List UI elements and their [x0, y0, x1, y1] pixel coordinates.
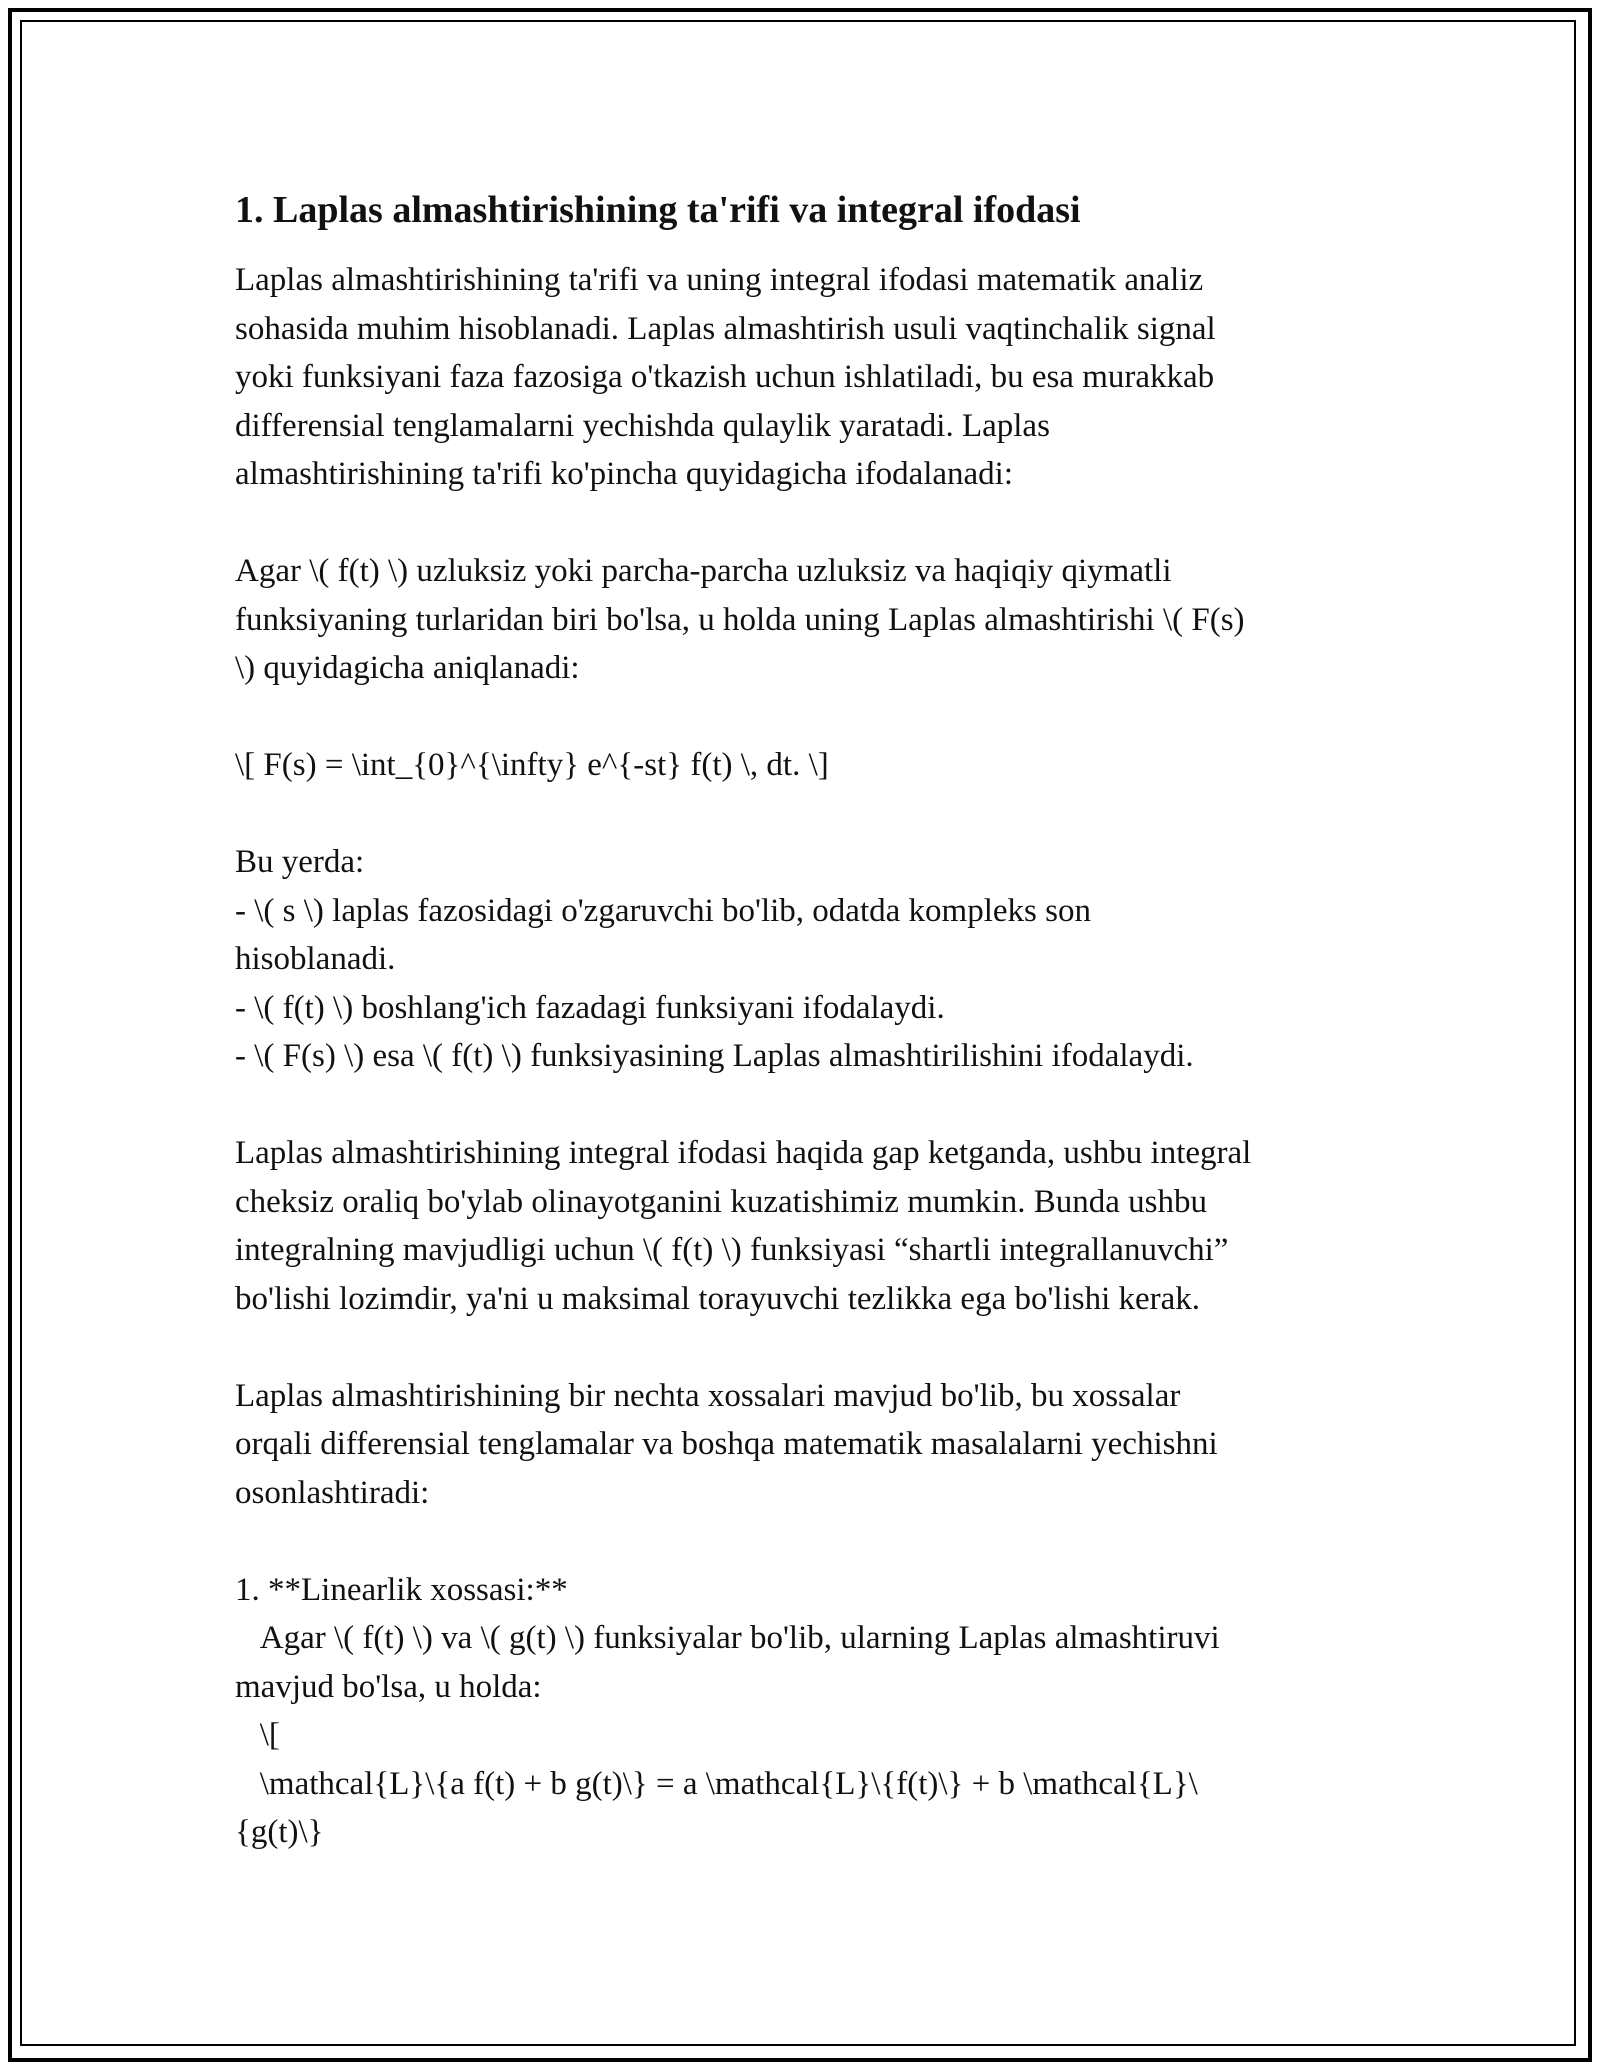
- laplace-formula: \[ F(s) = \int_{0}^{\infty} e^{-st} f(t) \, dt. \]: [235, 747, 829, 783]
- text-line: mavjud bo'lsa, u holda:: [235, 1668, 542, 1705]
- text-line: \mathcal{L}\{a f(t) + b g(t)\} = a \mathcal{L}\{f(t)\} + b \mathcal{L}\: [235, 1765, 1198, 1802]
- text-line: bo'lishi lozimdir, ya'ni u maksimal torayuvchi tezlikka ega bo'lishi kerak.: [235, 1280, 1201, 1317]
- text-line: Bu yerda:: [235, 844, 365, 880]
- text-line: differensial tenglamalarni yechishda qulaylik yaratadi. Laplas: [235, 407, 1050, 444]
- text-line: sohasida muhim hisoblanadi. Laplas almashtirish usuli vaqtinchalik signal: [235, 310, 1216, 347]
- text-line: - \( f(t) \) boshlang'ich fazadagi funksiyani ifodalaydi.: [235, 989, 945, 1026]
- text-line: integralning mavjudligi uchun \( f(t) \) funksiyasi “shartli integrallanuvchi”: [235, 1232, 1229, 1268]
- text-line: 1. **Linearlik xossasi:**: [235, 1571, 568, 1608]
- linearity-paragraph: [235, 1566, 1375, 1857]
- intro-paragraph: [235, 256, 1375, 499]
- integral-paragraph: [235, 1129, 1375, 1323]
- document-body: [235, 186, 1375, 1905]
- text-line: hisoblanadi.: [235, 941, 396, 977]
- text-line: yoki funksiyani faza fazosiga o'tkazish uchun ishlatiladi, bu esa murakkab: [235, 359, 1215, 395]
- text-line: - \( s \) laplas fazosidagi o'zgaruvchi bo'lib, odatda kompleks son: [235, 892, 1091, 929]
- text-line: funksiyaning turlaridan biri bo'lsa, u holda uning Laplas almashtirishi \( F(s): [235, 601, 1245, 638]
- text-line: Laplas almashtirishining bir nechta xossalari mavjud bo'lib, bu xossalar: [235, 1377, 1181, 1414]
- properties-paragraph: [235, 1372, 1375, 1518]
- text-line: orqali differensial tenglamalar va boshqa matematik masalalarni yechishni: [235, 1426, 1218, 1462]
- text-line: {g(t)\}: [235, 1814, 324, 1850]
- formula-paragraph: [235, 741, 1375, 790]
- definition-paragraph: [235, 547, 1375, 693]
- text-line: Laplas almashtirishining ta'rifi va uning integral ifodasi matematik analiz: [235, 262, 1204, 298]
- variables-paragraph: [235, 838, 1375, 1081]
- text-line: cheksiz oraliq bo'ylab olinayotganini kuzatishimiz mumkin. Bunda ushbu: [235, 1183, 1207, 1220]
- text-line: almashtirishining ta'rifi ko'pincha quyidagicha ifodalanadi:: [235, 456, 1014, 492]
- text-line: \[: [235, 1717, 280, 1753]
- text-line: \) quyidagicha aniqlanadi:: [235, 650, 580, 686]
- section-title: 1. Laplas almashtirishining ta'rifi va integral ifodasi: [235, 189, 1081, 231]
- text-line: - \( F(s) \) esa \( f(t) \) funksiyasining Laplas almashtirilishini ifodalaydi.: [235, 1038, 1194, 1074]
- text-line: osonlashtiradi:: [235, 1474, 430, 1511]
- text-line: Laplas almashtirishining integral ifodasi haqida gap ketganda, ushbu integral: [235, 1135, 1252, 1171]
- text-line: Agar \( f(t) \) uzluksiz yoki parcha-parcha uzluksiz va haqiqiy qiymatli: [235, 553, 1172, 589]
- text-line: Agar \( f(t) \) va \( g(t) \) funksiyalar bo'lib, ularning Laplas almashtiruvi: [235, 1620, 1220, 1656]
